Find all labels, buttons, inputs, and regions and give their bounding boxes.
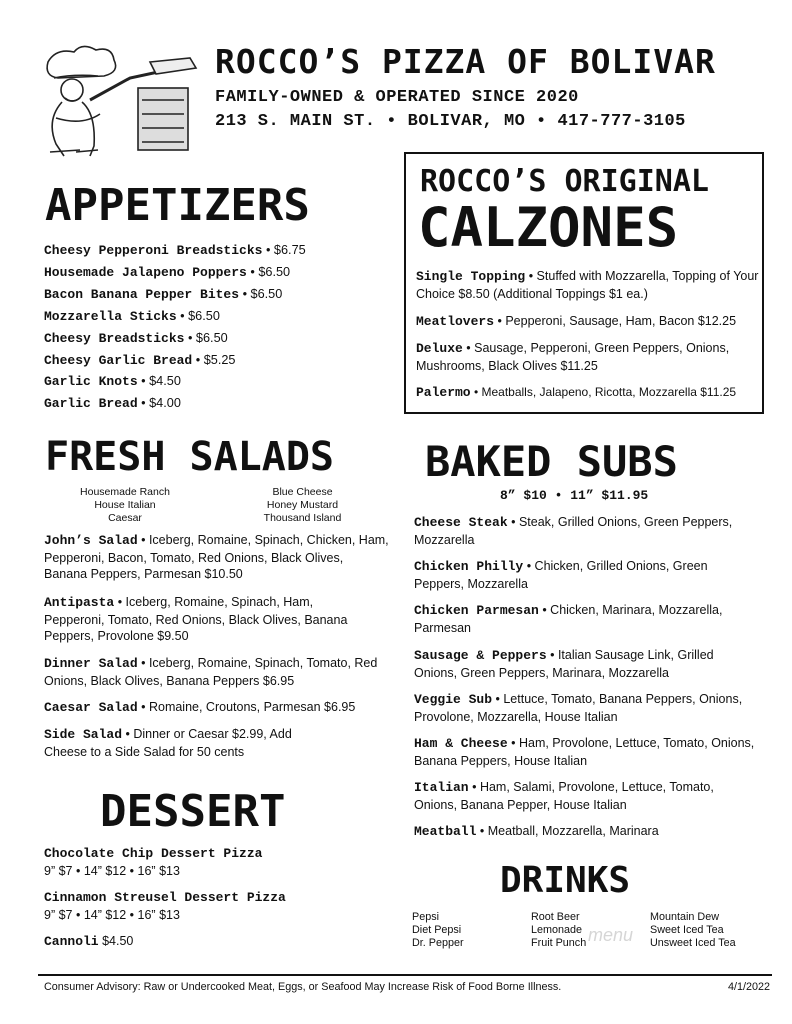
list-item [44,532,389,583]
list-item [414,558,754,592]
drink-item: Lemonade [531,924,583,936]
item-price: • $5.25 [195,352,236,367]
list-item [414,779,759,813]
item-name: Chocolate Chip Dessert Pizza [44,846,263,861]
item-name: John’s Salad [44,533,138,548]
item-price: • $6.50 [180,308,220,323]
item-name: Housemade Jalapeno Poppers [44,264,247,280]
item-name: Cannoli [44,934,99,949]
item-price: • $6.50 [250,264,291,279]
item-name: Veggie Sub [414,692,493,707]
item-name: Cheesy Breadsticks [44,330,185,346]
drink-item: Root Beer [531,911,580,923]
item-price: • $4.00 [141,396,181,411]
dressing-item: Thousand Island [263,512,342,524]
drink-item: Mountain Dew [650,911,720,923]
item-desc: • Chicken, Grilled Onions, Green Peppers, Mozzarella [414,559,708,591]
list-item [416,340,736,374]
drink-item: Dr. Pepper [412,937,464,949]
list-item [414,823,759,841]
item-desc: • Iceberg, Romaine, Spinach, Ham, Pepperoni, Tomato, Red Onions, Black Olives, Banana Peppers, Provolone $9.50 [44,595,348,643]
item-desc: • Pepperoni, Sausage, Ham, Bacon $12.25 [497,314,737,328]
list-item [416,268,760,302]
drink-item: Fruit Punch [531,937,587,949]
list-item [414,602,769,636]
item-name: Garlic Knots [44,374,138,390]
item-name: Chicken Parmesan [414,603,539,618]
item-name: Chicken Philly [414,559,524,574]
item-desc: • Iceberg, Romaine, Spinach, Tomato, Red Onions, Black Olives, Banana Peppers $6.95 [44,656,378,688]
list-item [44,371,394,393]
list-item [44,890,384,923]
drink-item: Unsweet Iced Tea [650,937,736,949]
item-price: • $4.50 [141,374,181,389]
watermark: menu [588,925,634,945]
drink-item: Pepsi [412,911,440,923]
item-desc: $4.50 [102,934,134,948]
item-price: • $6.50 [242,286,283,301]
restaurant-title: ROCCO’S PIZZA OF BOLIVAR [215,42,716,81]
item-desc: 9” $7 • 14” $12 • 16” $13 [44,863,180,878]
item-name: Meatlovers [416,314,495,329]
item-desc: • Iceberg, Romaine, Spinach, Chicken, Ham, Pepperoni, Bacon, Tomato, Red Onions, Black Olives, Banana Peppers, Parmesan $10.50 [44,533,389,581]
item-name: Italian [414,780,469,795]
list-item [414,514,754,548]
item-desc: • Meatball, Mozzarella, Marinara [479,824,659,838]
item-name: Bacon Banana Pepper Bites [44,286,240,302]
list-item [44,350,394,372]
item-name: Meatball [414,824,477,839]
item-name: Garlic Bread [44,396,138,412]
drinks-title: DRINKS [500,860,631,901]
item-desc: • Sausage, Pepperoni, Green Peppers, Onions, Mushrooms, Black Olives $11.25 [416,341,730,373]
dessert-title: DESSERT [100,786,286,837]
item-name: Palermo [416,385,471,400]
restaurant-address: 213 S. MAIN ST. • BOLIVAR, MO • 417-777-3105 [215,112,686,131]
drink-item: Sweet Iced Tea [650,924,724,936]
item-desc: • Chicken, Marinara, Mozzarella, Parmesan [414,603,723,635]
item-name: Deluxe [416,341,463,356]
item-name: Cheesy Garlic Bread [44,352,193,368]
item-price: • $6.50 [187,330,228,345]
item-name: Cheese Steak [414,515,508,530]
item-desc: • Italian Sausage Link, Grilled Onions, Green Peppers, Marinara, Mozzarella [414,648,714,680]
item-desc: • Ham, Salami, Provolone, Lettuce, Tomato, Onions, Banana Pepper, House Italian [414,780,714,812]
appetizers-title: APPETIZERS [45,180,310,231]
drinks-col2 [531,911,586,950]
item-name: Dinner Salad [44,656,138,671]
subs-prices: 8” $10 • 11” $11.95 [500,488,649,503]
drinks-col1 [412,911,464,950]
item-name: Mozzarella Sticks [44,308,177,324]
appetizers-list [44,240,394,415]
list-item [44,655,389,689]
restaurant-tagline: FAMILY-OWNED & OPERATED SINCE 2020 [215,88,579,107]
dressings-right [245,486,360,525]
drink-item: Diet Pepsi [412,924,462,936]
list-item [44,240,394,262]
item-desc: • Steak, Grilled Onions, Green Peppers, Mozzarella [414,515,733,547]
item-name: Sausage & Peppers [414,648,547,663]
list-item [44,284,394,306]
item-name: Caesar Salad [44,700,138,715]
list-item [414,735,759,769]
dressing-item: Honey Mustard [266,499,339,511]
dressings-left [70,486,180,525]
list-item [44,594,354,645]
dressing-item: Caesar [108,512,142,524]
subs-title: BAKED SUBS [425,437,678,486]
menu-date: 4/1/2022 [728,981,771,993]
calzones-title-line2: CALZONES [418,196,679,259]
salads-title: FRESH SALADS [45,434,334,480]
list-item [44,699,394,717]
item-desc: • Stuffed with Mozzarella, Topping of Your Choice $8.50 (Additional Toppings $1 ea.) [416,269,759,301]
list-item [44,933,384,951]
item-desc: • Dinner or Caesar $2.99, Add Cheese to a Side Salad for 50 cents [44,727,292,759]
list-item [44,328,394,350]
chef-illustration [30,40,200,160]
list-item [44,726,314,760]
item-name: Single Topping [416,269,526,284]
calzones-title-line1: ROCCO’S ORIGINAL [420,164,709,199]
item-desc: • Meatballs, Jalapeno, Ricotta, Mozzarella $11.25 [473,385,737,399]
list-item [416,313,760,331]
footer-divider [38,974,772,976]
item-name: Ham & Cheese [414,736,508,751]
list-item [416,384,760,402]
list-item [44,306,394,328]
dressing-item: Housemade Ranch [80,486,170,498]
item-price: • $6.75 [265,243,306,257]
item-name: Cinnamon Streusel Dessert Pizza [44,890,286,905]
list-item [414,647,759,681]
item-desc: • Romaine, Croutons, Parmesan $6.95 [141,700,356,714]
item-desc: 9” $7 • 14” $12 • 16” $13 [44,907,180,922]
item-name: Antipasta [44,595,115,610]
item-desc: • Lettuce, Tomato, Banana Peppers, Onions, Provolone, Mozzarella, House Italian [414,692,743,724]
list-item [414,691,759,725]
item-name: Cheesy Pepperoni Breadsticks [44,243,263,258]
item-name: Side Salad [44,727,123,742]
dressing-item: House Italian [94,499,156,511]
dressing-item: Blue Cheese [272,486,333,498]
consumer-advisory: Consumer Advisory: Raw or Undercooked Meat, Eggs, or Seafood May Increase Risk of Food Borne Illness. [44,981,562,993]
drinks-col3 [650,911,736,950]
list-item [44,846,384,879]
list-item [44,393,394,415]
list-item [44,262,394,284]
item-desc: • Ham, Provolone, Lettuce, Tomato, Onions, Banana Peppers, House Italian [414,736,755,768]
